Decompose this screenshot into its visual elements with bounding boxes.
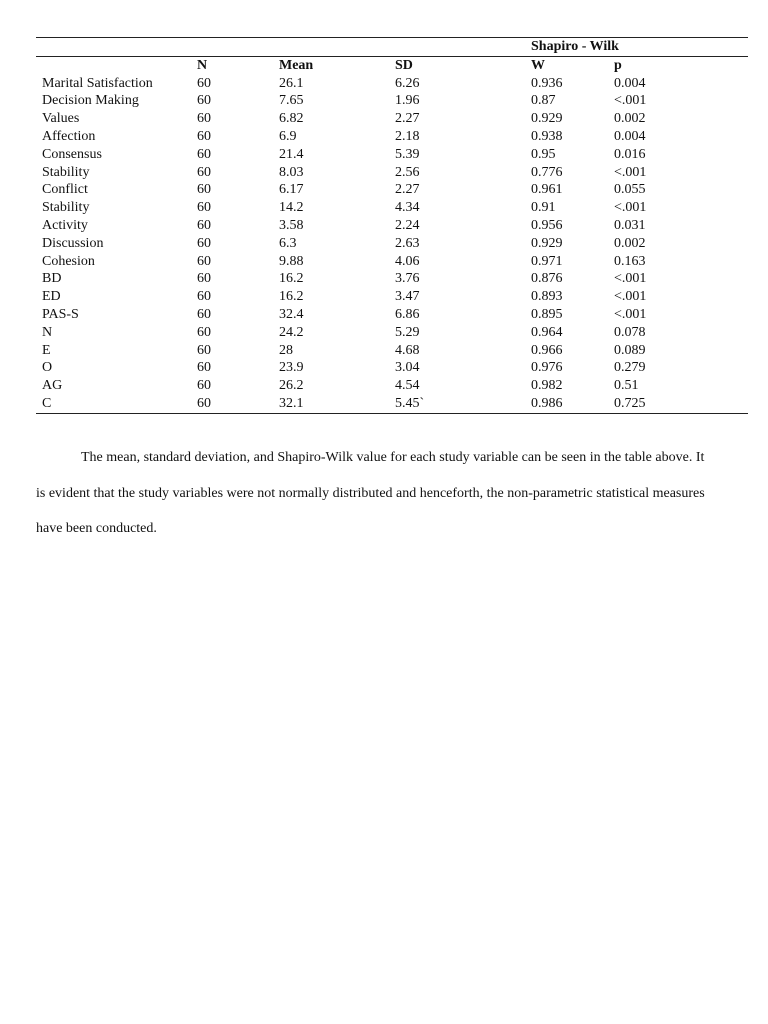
shapiro-wilk-group-header: Shapiro - Wilk <box>531 38 748 57</box>
cell-sd: 6.86 <box>395 306 420 322</box>
cell-variable: C <box>36 395 197 413</box>
table-row <box>36 288 748 306</box>
cell-w: 0.986 <box>531 395 614 413</box>
cell-variable: Discussion <box>42 235 104 251</box>
cell-n: 60 <box>197 271 211 287</box>
cell-n: 60 <box>197 128 211 144</box>
descriptive-statistics-table <box>36 37 748 414</box>
cell-mean: 16.2 <box>279 271 304 287</box>
cell-sd: 4.06 <box>395 253 420 269</box>
table-group-header-row <box>36 38 748 57</box>
cell-variable: Marital Satisfaction <box>42 75 153 91</box>
table-row <box>36 75 748 93</box>
cell-sd: 3.76 <box>395 271 420 287</box>
cell-mean: 28 <box>279 342 293 358</box>
cell-variable: AG <box>42 378 63 394</box>
header-mean: Mean <box>279 56 395 74</box>
cell-variable: Values <box>42 111 80 127</box>
cell-w: 0.982 <box>531 378 563 394</box>
table-body <box>36 75 748 414</box>
cell-p: 0.163 <box>614 253 646 269</box>
cell-sd: 2.24 <box>395 217 420 233</box>
cell-variable: Consensus <box>42 146 102 162</box>
cell-variable: BD <box>42 271 62 287</box>
cell-mean: 8.03 <box>279 164 304 180</box>
table-row <box>36 128 748 146</box>
header-p: p <box>614 56 748 74</box>
cell-sd: 4.34 <box>395 200 420 216</box>
cell-sd: 1.96 <box>395 93 420 109</box>
table-row <box>36 253 748 271</box>
cell-w: 0.938 <box>531 128 563 144</box>
cell-n: 60 <box>197 200 211 216</box>
cell-mean: 6.3 <box>279 235 297 251</box>
cell-w: 0.893 <box>531 289 563 305</box>
cell-n: 60 <box>197 235 211 251</box>
table-row <box>36 235 748 253</box>
cell-sd: 3.47 <box>395 289 420 305</box>
cell-p: <.001 <box>614 200 647 216</box>
cell-n: 60 <box>197 93 211 109</box>
cell-n: 60 <box>197 182 211 198</box>
cell-sd: 5.39 <box>395 146 420 162</box>
cell-w: 0.966 <box>531 342 563 358</box>
cell-n: 60 <box>197 75 211 91</box>
group-header-spacer <box>395 38 531 57</box>
table-row <box>36 377 748 395</box>
cell-p: 0.031 <box>614 217 646 233</box>
cell-p: <.001 <box>614 164 647 180</box>
table-row <box>36 92 748 110</box>
table-row <box>36 395 748 413</box>
cell-p: 0.51 <box>614 378 639 394</box>
cell-variable: Stability <box>42 164 90 180</box>
cell-sd: 2.18 <box>395 128 420 144</box>
cell-p: 0.016 <box>614 146 646 162</box>
cell-w: 0.971 <box>531 253 563 269</box>
cell-sd: 2.56 <box>395 164 420 180</box>
cell-sd: 2.27 <box>395 111 420 127</box>
table-row <box>36 164 748 182</box>
cell-sd: 5.45` <box>395 395 531 413</box>
cell-variable: N <box>42 324 53 340</box>
table-row <box>36 199 748 217</box>
cell-n: 60 <box>197 217 211 233</box>
cell-mean: 16.2 <box>279 289 304 305</box>
cell-w: 0.929 <box>531 111 563 127</box>
cell-p: 0.089 <box>614 342 646 358</box>
cell-mean: 24.2 <box>279 324 304 340</box>
cell-p: 0.078 <box>614 324 646 340</box>
cell-p: 0.279 <box>614 360 646 376</box>
cell-w: 0.876 <box>531 271 563 287</box>
table-row <box>36 342 748 360</box>
cell-n: 60 <box>197 378 211 394</box>
cell-p: <.001 <box>614 271 647 287</box>
cell-p: <.001 <box>614 306 647 322</box>
cell-mean: 3.58 <box>279 217 304 233</box>
cell-variable: Decision Making <box>42 93 139 109</box>
cell-sd: 3.04 <box>395 360 420 376</box>
cell-n: 60 <box>197 289 211 305</box>
cell-n: 60 <box>197 146 211 162</box>
table-row <box>36 217 748 235</box>
header-w: W <box>531 56 614 74</box>
cell-mean: 6.82 <box>279 111 304 127</box>
table-row <box>36 181 748 199</box>
cell-p: 0.004 <box>614 75 646 91</box>
cell-variable: E <box>42 342 51 358</box>
cell-w: 0.976 <box>531 360 563 376</box>
cell-p: 0.002 <box>614 235 646 251</box>
cell-p: 0.725 <box>614 395 748 413</box>
cell-variable: O <box>42 360 53 376</box>
cell-mean: 14.2 <box>279 200 304 216</box>
cell-mean: 26.2 <box>279 378 304 394</box>
cell-n: 60 <box>197 111 211 127</box>
cell-variable: Conflict <box>42 182 88 198</box>
cell-p: <.001 <box>614 93 647 109</box>
cell-mean: 26.1 <box>279 75 304 91</box>
cell-variable: Activity <box>42 217 88 233</box>
cell-variable: PAS-S <box>42 306 79 322</box>
cell-n: 60 <box>197 253 211 269</box>
cell-sd: 5.29 <box>395 324 420 340</box>
cell-w: 0.895 <box>531 306 563 322</box>
cell-sd: 6.26 <box>395 75 420 91</box>
cell-w: 0.936 <box>531 75 563 91</box>
cell-n: 60 <box>197 395 279 413</box>
cell-mean: 32.4 <box>279 306 304 322</box>
cell-w: 0.95 <box>531 146 556 162</box>
table-row <box>36 146 748 164</box>
cell-variable: Affection <box>42 128 96 144</box>
cell-n: 60 <box>197 306 211 322</box>
cell-n: 60 <box>197 324 211 340</box>
cell-w: 0.776 <box>531 164 563 180</box>
group-header-spacer <box>197 38 279 57</box>
cell-n: 60 <box>197 342 211 358</box>
table-row <box>36 306 748 324</box>
cell-n: 60 <box>197 360 211 376</box>
cell-mean: 32.1 <box>279 395 395 413</box>
header-n: N <box>197 56 279 74</box>
cell-sd: 4.68 <box>395 342 420 358</box>
table-row <box>36 324 748 342</box>
cell-p: <.001 <box>614 289 647 305</box>
cell-mean: 7.65 <box>279 93 304 109</box>
cell-variable: Cohesion <box>42 253 95 269</box>
cell-n: 60 <box>197 164 211 180</box>
body-paragraph: The mean, standard deviation, and Shapiro-Wilk value for each study variable can be seen in the table above. It is evident that the study variables were not normally distributed and henceforth, the non-parametric statistical measures have been conducted. <box>36 450 705 537</box>
cell-p: 0.055 <box>614 182 646 198</box>
table-row <box>36 359 748 377</box>
group-header-spacer <box>279 38 395 57</box>
cell-mean: 23.9 <box>279 360 304 376</box>
cell-w: 0.961 <box>531 182 563 198</box>
cell-w: 0.87 <box>531 93 556 109</box>
cell-sd: 2.63 <box>395 235 420 251</box>
cell-variable: ED <box>42 289 61 305</box>
cell-variable: Stability <box>42 200 90 216</box>
table-row <box>36 110 748 128</box>
cell-mean: 9.88 <box>279 253 304 269</box>
cell-w: 0.964 <box>531 324 563 340</box>
cell-w: 0.956 <box>531 217 563 233</box>
header-variable <box>36 56 197 74</box>
cell-mean: 21.4 <box>279 146 304 162</box>
table-header-row <box>36 56 748 74</box>
cell-p: 0.004 <box>614 128 646 144</box>
cell-mean: 6.9 <box>279 128 297 144</box>
cell-sd: 2.27 <box>395 182 420 198</box>
cell-sd: 4.54 <box>395 378 420 394</box>
group-header-spacer <box>36 38 197 57</box>
cell-mean: 6.17 <box>279 182 304 198</box>
table-row <box>36 270 748 288</box>
cell-w: 0.929 <box>531 235 563 251</box>
header-sd: SD <box>395 56 531 74</box>
cell-p: 0.002 <box>614 111 646 127</box>
cell-w: 0.91 <box>531 200 556 216</box>
